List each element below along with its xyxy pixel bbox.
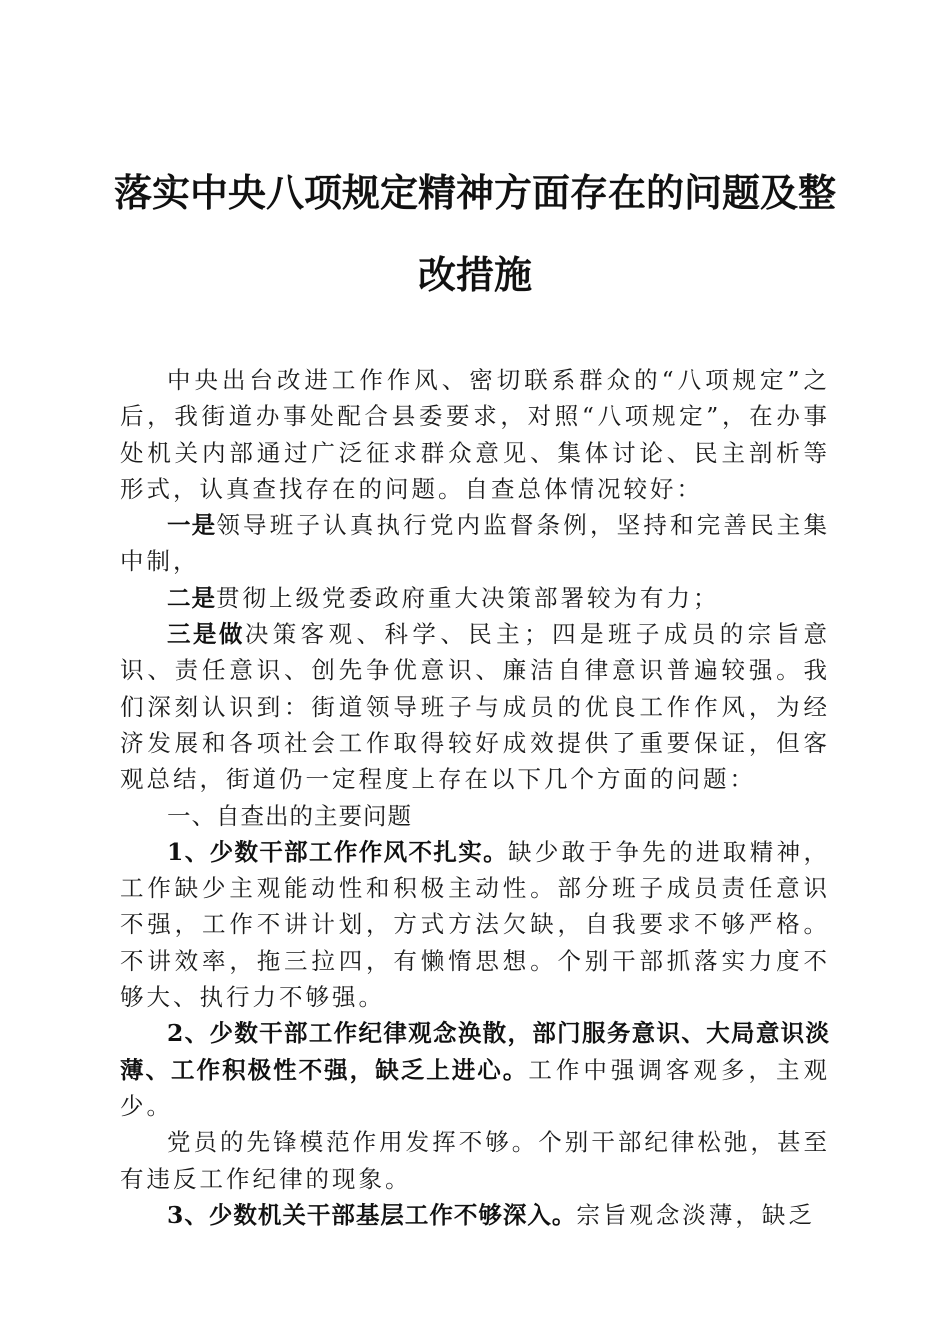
paragraph-issue-2-detail [120,1124,830,1197]
paragraph-text: 决策客观、科学、民主；四是班子成员的宗旨意识、责任意识、创先争优意识、廉洁自律意识普遍较强。我们深刻认识到：街道领导班子与成员的优良工作作风，为经济发展和各项社会工作取得较好成效提供了重要保证，但客观总结，街道仍一定程度上存在以下几个方面的问题： [120,620,831,794]
paragraph-text: 中央出台改进工作作风、密切联系群众的“八项规定”之后，我街道办事处配合县委要求，对照“八项规定”，在办事处机关内部通过广泛征求群众意见、集体讨论、民主剖析等形式，认真查找存在的问题。自查总体情况较好： [120,366,830,503]
paragraph-lead: 1、少数干部工作作风不扎实。 [167,837,508,866]
paragraph-text: 领导班子认真执行党内监督条例，坚持和完善民主集中制， [120,511,830,576]
paragraph-lead: 3、少数机关干部基层工作不够深入。 [167,1200,577,1229]
paragraph-lead: 三是做 [167,620,245,649]
paragraph-intro [120,362,830,507]
paragraph-point-3 [120,616,830,797]
paragraph-lead: 2、少数干部工作纪律观念涣散，部门服务意识、大局意识淡薄、工作积极性不强，缺乏上进心。 [120,1019,830,1084]
paragraph-point-2 [120,580,830,616]
paragraph-issue-2 [120,1015,830,1124]
paragraph-text: 宗旨观念淡薄，缺乏 [576,1200,815,1229]
paragraph-lead: 二是 [167,583,216,612]
paragraph-text: 缺少敢于争先的进取精神，工作缺少主观能动性和积极主动性。部分班子成员责任意识不强，工作不讲计划，方式方法欠缺，自我要求不够严格。不讲效率，拖三拉四，有懒惰思想。个别干部抓落实力度不够大、执行力不够强。 [120,837,831,1012]
paragraph-issue-1 [120,834,830,1015]
section-heading-text: 一、自查出的主要问题 [167,801,412,830]
document-body [120,362,830,1233]
paragraph-text: 工作中强调客观多，主观少。 [120,1055,831,1120]
paragraph-lead: 一是 [167,511,217,540]
paragraph-point-1 [120,507,830,580]
paragraph-issue-3 [120,1197,830,1233]
section-heading [120,798,830,834]
paragraph-text: 党员的先锋模范作用发挥不够。个别干部纪律松弛，甚至有违反工作纪律的现象。 [120,1128,830,1193]
paragraph-text: 贯彻上级党委政府重大决策部署较为有力； [216,583,720,612]
document-title: 落实中央八项规定精神方面存在的问题及整改措施 [113,170,836,297]
